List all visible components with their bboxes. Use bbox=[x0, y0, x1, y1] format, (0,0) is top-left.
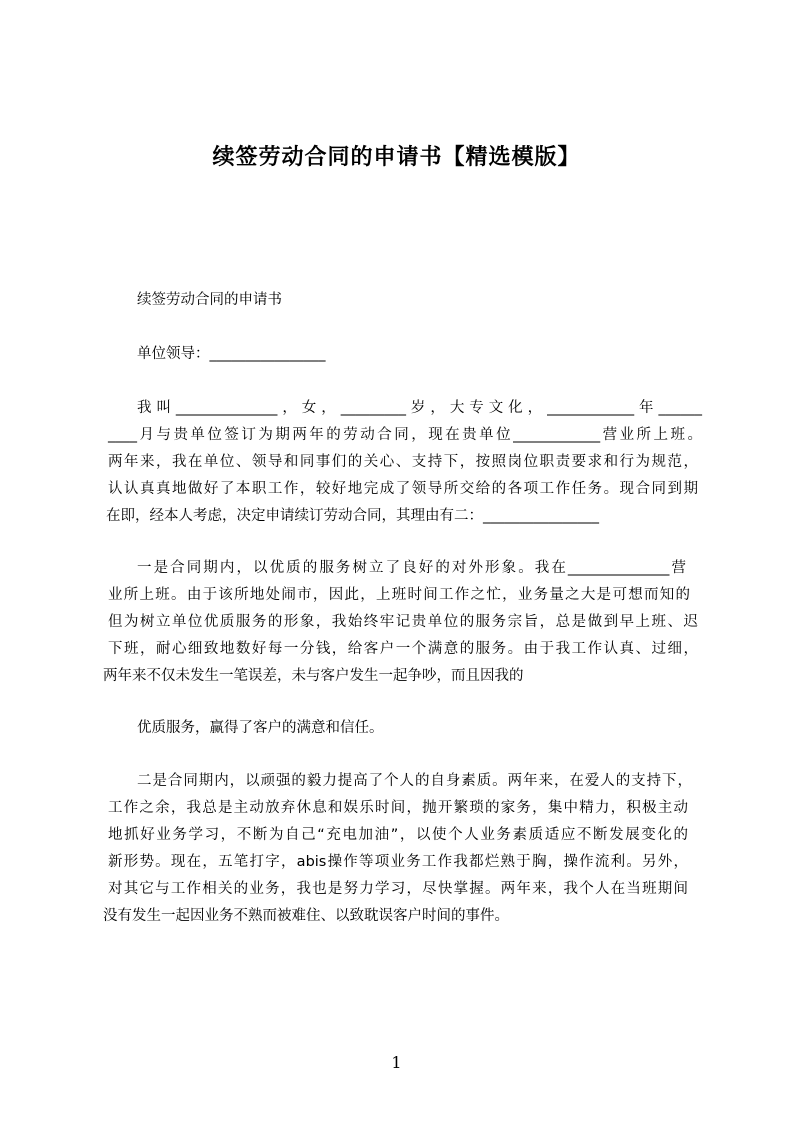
paragraph-2-line-2: 业所上班。由于该所地处闹市，因此，上班时间工作之忙，业务量之大是可想而知的 bbox=[108, 587, 690, 603]
paragraph-1-line-1: 我叫______________，女，_________岁，大专文化，____________年______ bbox=[137, 400, 702, 416]
paragraph-1-line-3: 两年来，我在单位、领导和同事们的关心、支持下，按照岗位职责要求和行为规范， bbox=[108, 454, 698, 470]
paragraph-2-line-5: 两年来不仅未发生一笔误差，未与客户发生一起争吵，而且因我的 bbox=[103, 668, 524, 684]
paragraph-2-line-4: 下班，耐心细致地数好每一分钱，给客户一个满意的服务。由于我工作认真、过细， bbox=[108, 641, 698, 657]
paragraph-1-line-2: ____月与贵单位签订为期两年的劳动合同，现在贵单位____________营业所上班。 bbox=[108, 427, 702, 443]
paragraph-1-line-4: 认认真真地做好了本职工作，较好地完成了领导所交给的各项工作任务。现合同到期 bbox=[108, 481, 698, 497]
paragraph-3-line-1: 二是合同期内，以顽强的毅力提高了个人的自身素质。两年来，在爱人的支持下， bbox=[137, 773, 692, 789]
subtitle: 续签劳动合同的申请书 bbox=[137, 292, 282, 308]
salutation: 单位领导：________________ bbox=[137, 346, 326, 362]
page-number: 1 bbox=[391, 1053, 402, 1072]
paragraph-2-line-3: 但为树立单位优质服务的形象，我始终牢记贵单位的服务宗旨，总是做到早上班、迟 bbox=[108, 614, 698, 630]
paragraph-1-line-5: 在即，经本人考虑，决定申请续订劳动合同，其理由有二：________________ bbox=[106, 508, 599, 524]
paragraph-3-line-6: 没有发生一起因业务不熟而被难住、以致耽误客户时间的事件。 bbox=[103, 908, 509, 924]
paragraph-2-continued: 优质服务，赢得了客户的满意和信任。 bbox=[137, 720, 384, 736]
paragraph-3-line-3: 地抓好业务学习，不断为自己“充电加油”，以使个人业务素质适应不断发展变化的 bbox=[108, 827, 688, 843]
paragraph-3-line-2: 工作之余，我总是主动放弃休息和娱乐时间，抛开繁琐的家务，集中精力，积极主动 bbox=[108, 800, 688, 816]
paragraph-3-line-5: 对其它与工作相关的业务，我也是努力学习，尽快掌握。两年来，我个人在当班期间 bbox=[108, 881, 688, 897]
paragraph-3-line-4: 新形势。现在，五笔打字，abis操作等项业务工作我都烂熟于胸，操作流利。另外， bbox=[108, 854, 688, 870]
paragraph-2-line-1: 一是合同期内，以优质的服务树立了良好的对外形象。我在______________营 bbox=[137, 560, 686, 576]
document-title: 续签劳动合同的申请书【精选模版】 bbox=[212, 145, 581, 170]
